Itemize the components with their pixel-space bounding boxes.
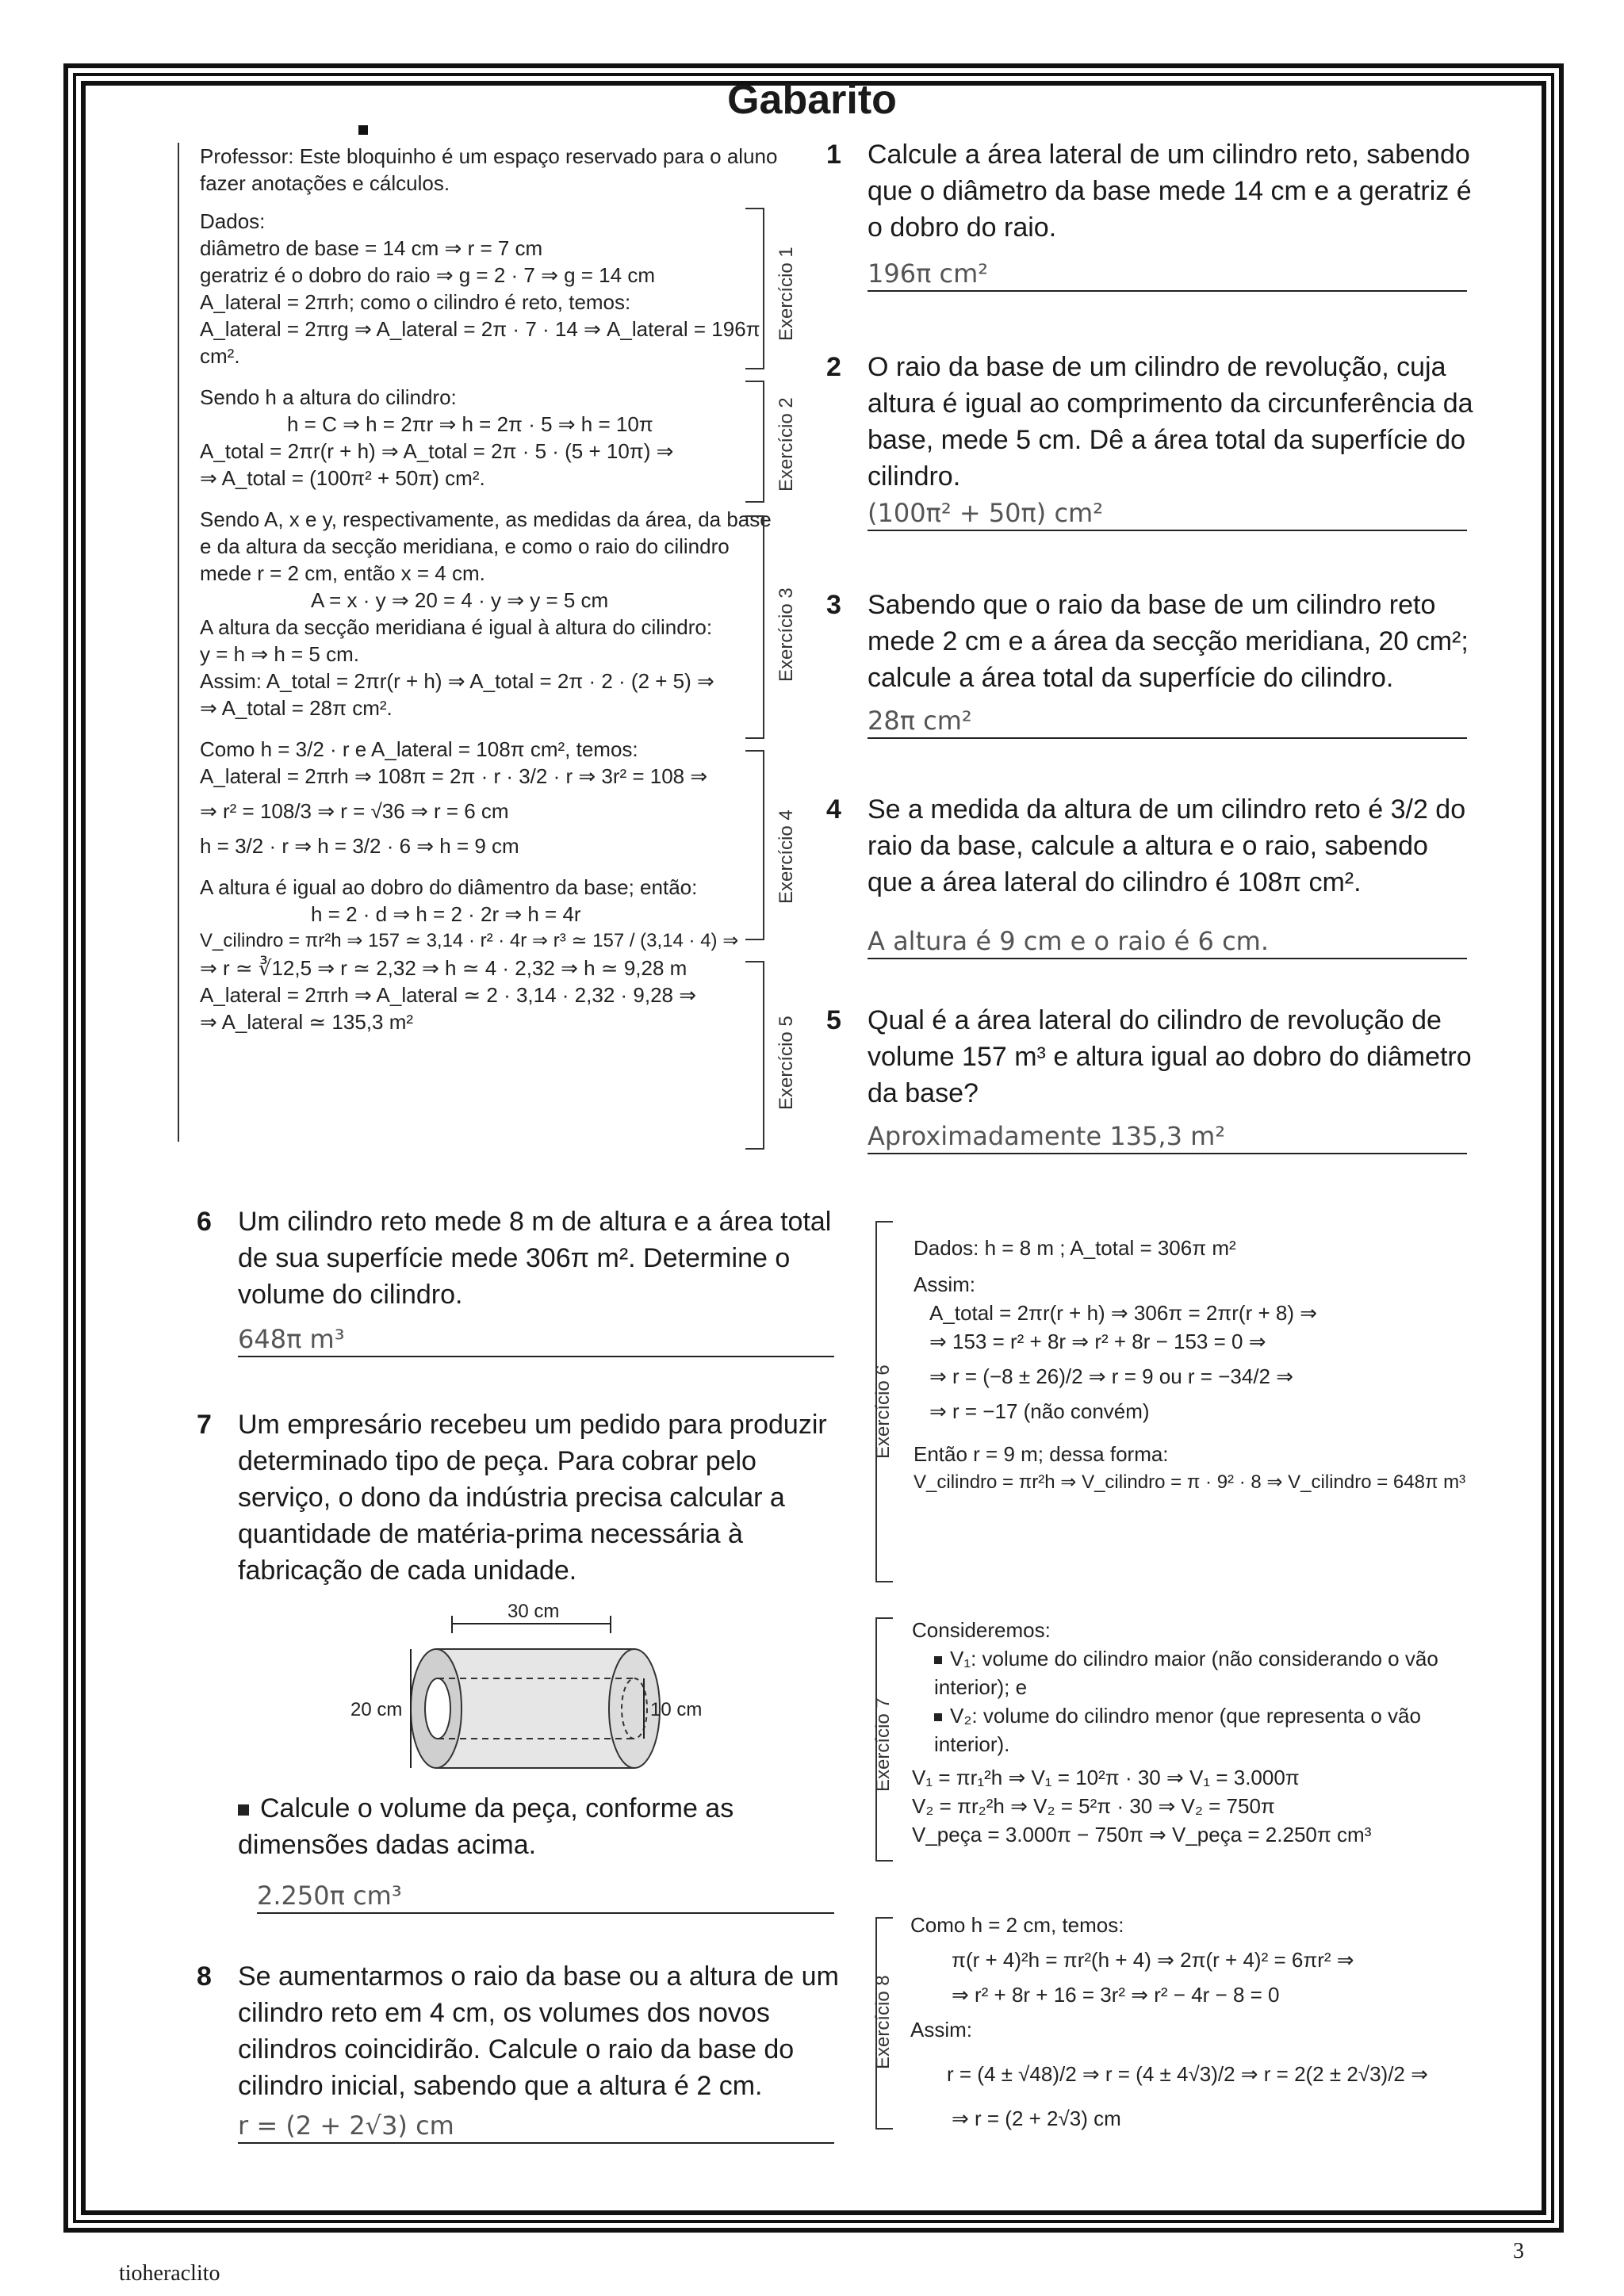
question-number: 7 [197, 1410, 212, 1440]
solution-line: π(r + 4)²h = πr²(h + 4) ⇒ 2π(r + 4)² = 6πr² ⇒ [952, 1948, 1354, 1972]
solution-line: ⇒ r² + 8r + 16 = 3r² ⇒ r² − 4r − 8 = 0 [952, 1983, 1280, 2007]
solution-7 [912, 1616, 1477, 1849]
question-number: 6 [197, 1207, 212, 1237]
footer-author: tioheraclito [119, 2261, 220, 2286]
solution-line: Dados: h = 8 m ; A_total = 306π m² [914, 1236, 1236, 1260]
solution-line: Consideremos: [912, 1618, 1051, 1642]
solution-line: A = x · y ⇒ 20 = 4 · y ⇒ y = 5 cm [311, 588, 609, 612]
solution-line: A_total = 2πr(r + h) ⇒ A_total = 2π · 5 · (5 + 10π) ⇒ [200, 439, 674, 463]
exercise-label: Exercício 2 [776, 397, 797, 492]
exercise-label: Exercício 8 [872, 1975, 894, 2069]
solution-line: h = C ⇒ h = 2πr ⇒ h = 2π · 5 ⇒ h = 10π [287, 412, 653, 436]
professor-note: Professor: Este bloquinho é um espaço reservado para o aluno fazer anotações e cálculos. [200, 144, 778, 195]
question-number: 4 [826, 794, 841, 825]
question-7 [197, 1406, 848, 1589]
bullet-icon [238, 1804, 249, 1816]
solution-line: V₂ = πr₂²h ⇒ V₂ = 5²π · 30 ⇒ V₂ = 750π [912, 1794, 1275, 1818]
solution-bracket [745, 208, 764, 369]
solution-line: Sendo h a altura do cilindro: [200, 385, 457, 409]
exercise-label: Exercício 6 [872, 1364, 894, 1459]
answer-4: A altura é 9 cm e o raio é 6 cm. [868, 926, 1467, 959]
solution-line: h = 3/2 · r ⇒ h = 3/2 · 6 ⇒ h = 9 cm [200, 834, 519, 858]
solution-line: A_lateral = 2πrg ⇒ A_lateral = 2π · 7 · 14 ⇒ A_lateral = 196π cm². [200, 317, 760, 368]
solution-line: ⇒ r² = 108/3 ⇒ r = √36 ⇒ r = 6 cm [200, 799, 509, 823]
page-title: Gabarito [727, 77, 897, 123]
solution-line: ⇒ r ≃ ∛12,5 ⇒ r ≃ 2,32 ⇒ h ≃ 4 · 2,32 ⇒ h ≃ 9,28 m [200, 956, 688, 980]
question-number: 3 [826, 590, 841, 620]
solution-line: Como h = 3/2 · r e A_lateral = 108π cm², temos: [200, 737, 638, 761]
solution-bracket [745, 515, 764, 739]
solution-bracket [745, 750, 764, 940]
question-text: Sabendo que o raio da base de um cilindro reto mede 2 cm e a área da secção meridiana, 20 cm²; calcule a área total da superfície do cilindro. [868, 590, 1469, 693]
solution-line: Como h = 2 cm, temos: [910, 1913, 1124, 1937]
answer-5: Aproximadamente 135,3 m² [868, 1121, 1467, 1154]
solution-line: ⇒ A_total = 28π cm². [200, 696, 393, 720]
solution-line: V_cilindro = πr²h ⇒ 157 ≃ 3,14 · r² · 4r ⇒ r³ ≃ 157 / (3,14 · 4) ⇒ [200, 930, 739, 951]
dimension-label-right: 10 cm [650, 1699, 703, 1720]
answer-8: r = (2 + 2√3) cm [238, 2110, 834, 2144]
solution-line: A_lateral = 2πrh ⇒ 108π = 2π · r · 3/2 · r ⇒ 3r² = 108 ⇒ [200, 764, 708, 788]
solution-line: Então r = 9 m; dessa forma: [914, 1442, 1169, 1466]
question-6 [197, 1203, 848, 1313]
solution-line: mede r = 2 cm, então x = 4 cm. [200, 561, 485, 585]
solution-line: r = (4 ± √48)/2 ⇒ r = (4 ± 4√3)/2 ⇒ r = 2(2 ± 2√3)/2 ⇒ [947, 2062, 1428, 2086]
question-text: Um cilindro reto mede 8 m de altura e a área total de sua superfície mede 306π m². Determine o volume do cilindro. [238, 1207, 832, 1310]
question-2 [826, 349, 1478, 495]
answer-3: 28π cm² [868, 706, 1467, 739]
page-number: 3 [1513, 2239, 1524, 2263]
question-text: Calcule a área lateral de um cilindro reto, sabendo que o diâmetro da base mede 14 cm e a geratriz é o dobro do raio. [868, 140, 1472, 243]
solution-line: A altura da secção meridiana é igual à altura do cilindro: [200, 615, 713, 639]
answer-2: (100π² + 50π) cm² [868, 498, 1467, 531]
solution-line: Dados: [200, 209, 266, 233]
tube-body [436, 1649, 634, 1768]
exercise-label: Exercício 4 [776, 809, 797, 904]
answer-7: 2.250π cm³ [257, 1881, 834, 1914]
solution-line: e da altura da secção meridiana, e como o raio do cilindro [200, 534, 730, 558]
professor-notes-panel [178, 143, 779, 1142]
solution-1 [200, 208, 779, 369]
solution-line: geratriz é o dobro do raio ⇒ g = 2 · 7 ⇒ g = 14 cm [200, 263, 655, 287]
question-number: 5 [826, 1005, 841, 1035]
solution-line [912, 1701, 1477, 1758]
solution-6 [914, 1234, 1516, 1497]
solution-5 [200, 874, 779, 1035]
solution-text: V₁: volume do cilindro maior (não considerando o vão interior); e [934, 1647, 1438, 1699]
solution-line: Assim: [910, 2018, 972, 2042]
title-marker [358, 125, 368, 135]
solution-text: V₂: volume do cilindro menor (que representa o vão interior). [934, 1704, 1421, 1756]
tube-figure [349, 1601, 703, 1784]
solution-line: Sendo A, x e y, respectivamente, as medidas da área, da base [200, 507, 772, 531]
solution-line: V₁ = πr₁²h ⇒ V₁ = 10²π · 30 ⇒ V₁ = 3.000π [912, 1766, 1300, 1789]
solution-line: A_lateral = 2πrh; como o cilindro é reto, temos: [200, 290, 631, 314]
solution-8 [910, 1911, 1513, 2133]
question-text: Se aumentarmos o raio da base ou a altura de um cilindro reto em 4 cm, os volumes dos novos cilindros coincidirão. Calcule o raio da base do cilindro inicial, sabendo que a altura é 2 cm. [238, 1961, 839, 2101]
question-5 [826, 1002, 1478, 1112]
solution-line [912, 1644, 1477, 1701]
solution-3 [200, 506, 779, 721]
solution-bracket [745, 381, 764, 503]
question-8 [197, 1958, 848, 2104]
solution-line: ⇒ r = −17 (não convém) [929, 1399, 1150, 1423]
solution-line: A altura é igual ao dobro do diâmentro da base; então: [200, 875, 698, 899]
question-1 [826, 136, 1478, 246]
tube-front-inner [425, 1678, 450, 1739]
exercise-label: Exercício 3 [776, 587, 797, 682]
bullet-icon [934, 1656, 942, 1664]
question-4 [826, 791, 1478, 901]
question-text: Qual é a área lateral do cilindro de revolução de volume 157 m³ e altura igual ao dobro do diâmetro da base? [868, 1005, 1472, 1108]
question-3 [826, 587, 1478, 696]
solution-line: Assim: [914, 1272, 975, 1296]
solution-line: ⇒ A_lateral ≃ 135,3 m² [200, 1010, 414, 1034]
solution-line: y = h ⇒ h = 5 cm. [200, 642, 359, 666]
solution-2 [200, 384, 779, 492]
bullet-icon [934, 1713, 942, 1721]
solution-line: V_cilindro = πr²h ⇒ V_cilindro = π · 9² · 8 ⇒ V_cilindro = 648π m³ [914, 1471, 1466, 1493]
question-7-sub [238, 1790, 848, 1863]
exercise-label: Exercício 7 [872, 1697, 894, 1792]
question-number: 8 [197, 1961, 212, 1992]
solution-bracket [745, 961, 764, 1150]
question-number: 2 [826, 352, 841, 382]
solution-4 [200, 736, 779, 859]
exercise-label: Exercício 5 [776, 1016, 797, 1110]
dimension-label-left: 20 cm [350, 1699, 403, 1720]
solution-line: Assim: A_total = 2πr(r + h) ⇒ A_total = 2π · 2 · (2 + 5) ⇒ [200, 669, 714, 693]
solution-line: ⇒ r = (−8 ± 26)/2 ⇒ r = 9 ou r = −34/2 ⇒ [929, 1364, 1294, 1388]
answer-6: 648π m³ [238, 1324, 834, 1357]
question-subtext: Calcule o volume da peça, conforme as dimensões dadas acima. [238, 1793, 734, 1860]
question-text: O raio da base de um cilindro de revolução, cuja altura é igual ao comprimento da circunferência da base, mede 5 cm. Dê a área total da superfície do cilindro. [868, 352, 1473, 492]
solution-line: V_peça = 3.000π − 750π ⇒ V_peça = 2.250π cm³ [912, 1823, 1372, 1846]
question-number: 1 [826, 140, 841, 170]
solution-line: A_total = 2πr(r + h) ⇒ 306π = 2πr(r + 8) ⇒ [929, 1301, 1318, 1325]
solution-line: h = 2 · d ⇒ h = 2 · 2r ⇒ h = 4r [311, 902, 581, 926]
answer-1: 196π cm² [868, 258, 1467, 292]
solution-line: diâmetro de base = 14 cm ⇒ r = 7 cm [200, 236, 543, 260]
solution-line: ⇒ r = (2 + 2√3) cm [952, 2107, 1121, 2130]
question-text: Se a medida da altura de um cilindro reto é 3/2 do raio da base, calcule a altura e o raio, sabendo que a área lateral do cilindro é 108π cm². [868, 794, 1466, 897]
question-text: Um empresário recebeu um pedido para produzir determinado tipo de peça. Para cobrar pelo serviço, o dono da indústria precisa calcular a quantidade de matéria-prima necessária à fabricação de cada unidade. [238, 1410, 827, 1586]
solution-line: A_lateral = 2πrh ⇒ A_lateral ≃ 2 · 3,14 · 2,32 · 9,28 ⇒ [200, 983, 697, 1007]
exercise-label: Exercício 1 [776, 247, 797, 341]
solution-line: ⇒ A_total = (100π² + 50π) cm². [200, 466, 485, 490]
solution-line: ⇒ 153 = r² + 8r ⇒ r² + 8r − 153 = 0 ⇒ [929, 1330, 1266, 1353]
dimension-label-top: 30 cm [508, 1601, 560, 1622]
